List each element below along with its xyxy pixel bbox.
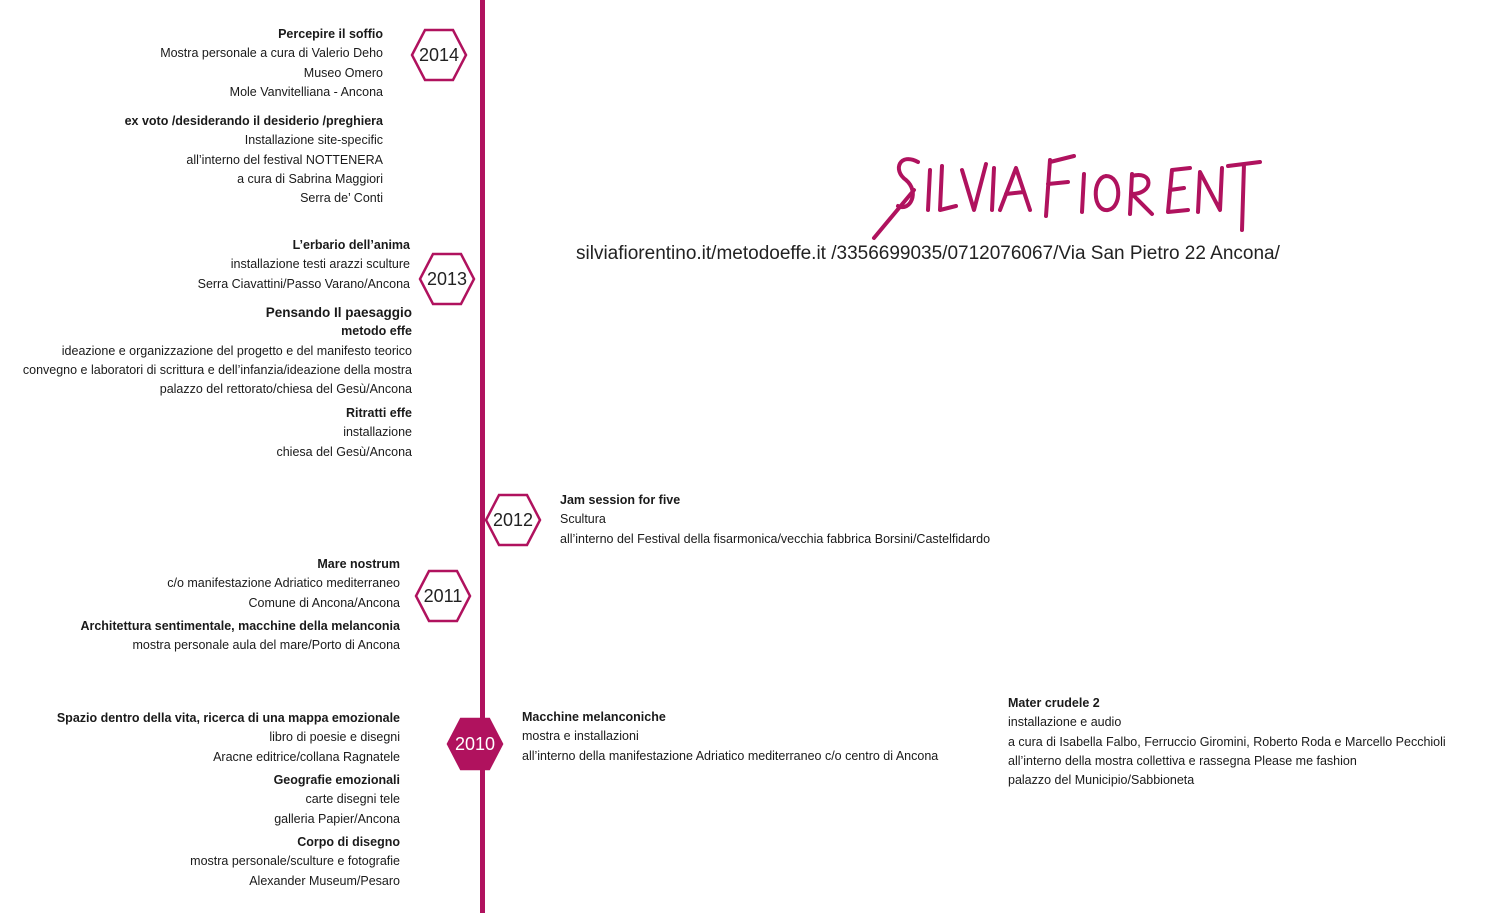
entry-line: all’interno della manifestazione Adriatico mediterraneo c/o centro di Ancona	[522, 748, 939, 763]
entry-line: a cura di Sabrina Maggiori	[237, 171, 383, 186]
entry-line: all’interno del Festival della fisarmonica/vecchia fabbrica Borsini/Castelfidardo	[560, 531, 991, 546]
entry-mare-nostrum	[167, 555, 400, 613]
entry-line: mostra personale aula del mare/Porto di Ancona	[132, 638, 400, 653]
entry-title: Mare nostrum	[317, 557, 400, 571]
entry-line: Alexander Museum/Pesaro	[249, 873, 400, 888]
entry-architettura-sentimentale	[80, 617, 400, 656]
entry-line: metodo effe	[341, 324, 412, 339]
year-badge-2014	[410, 28, 468, 82]
entry-mater-crudele-2	[1008, 694, 1446, 790]
entry-line: Mole Vanvitelliana - Ancona	[229, 84, 383, 99]
entry-percepire-il-soffio	[160, 25, 383, 102]
entry-line: chiesa del Gesù/Ancona	[276, 444, 412, 459]
entry-title: L’erbario dell’anima	[292, 238, 410, 252]
year-badge-2012	[484, 493, 542, 547]
entry-macchine-melanconiche	[522, 708, 938, 766]
entry-line: mostra personale/sculture e fotografie	[190, 854, 400, 869]
entry-line: all’interno del festival NOTTENERA	[186, 152, 383, 167]
entry-title: ex voto /desiderando il desiderio /preghiera	[124, 114, 383, 128]
entry-title: Ritratti effe	[346, 406, 412, 420]
entry-line: palazzo del rettorato/chiesa del Gesù/Ancona	[159, 382, 412, 397]
entry-title: Jam session for five	[560, 493, 681, 507]
year-badge-2013	[418, 252, 476, 306]
entry-title: Macchine melanconiche	[522, 710, 666, 724]
signature-logo	[870, 140, 1270, 250]
year-badge-2011	[414, 569, 472, 623]
entry-line: galleria Papier/Ancona	[274, 811, 400, 826]
year-label: 2010	[454, 733, 496, 754]
entry-line: Museo Omero	[303, 65, 383, 80]
entry-line: all’interno della mostra collettiva e rassegna Please me fashion	[1008, 753, 1357, 768]
entry-title: Spazio dentro della vita, ricerca di una mappa emozionale	[56, 711, 400, 725]
entry-title: Percepire il soffio	[278, 27, 383, 41]
entry-line: ideazione e organizzazione del progetto e del manifesto teorico	[61, 343, 412, 358]
entry-ritratti-effe	[276, 404, 412, 462]
entry-line: palazzo del Municipio/Sabbioneta	[1008, 773, 1195, 788]
entry-line: convegno e laboratori di scrittura e dell’infanzia/ideazione della mostra	[22, 362, 412, 377]
entry-line: libro di poesie e disegni	[269, 730, 400, 745]
entry-spazio-dentro-della-vita	[57, 709, 400, 767]
entry-line: Scultura	[560, 512, 606, 527]
entry-corpo-di-disegno	[190, 833, 400, 891]
entry-line: Serra Ciavattini/Passo Varano/Ancona	[197, 276, 410, 291]
year-label: 2011	[423, 585, 463, 606]
year-label: 2013	[426, 268, 468, 289]
entry-line: installazione	[343, 425, 412, 440]
entry-title: Pensando Il paesaggio	[265, 305, 412, 320]
entry-line: Installazione site-specific	[244, 133, 383, 148]
year-badge-2010	[446, 717, 504, 771]
entry-jam-session	[560, 491, 990, 549]
entry-erbario-dell-anima	[198, 236, 410, 294]
entry-line: carte disegni tele	[305, 792, 400, 807]
entry-pensando-il-paesaggio	[23, 303, 412, 399]
entry-line: mostra e installazioni	[522, 729, 639, 744]
entry-line: Mostra personale a cura di Valerio Deho	[160, 46, 383, 61]
year-label: 2014	[418, 44, 460, 65]
entry-title: Mater crudele 2	[1008, 696, 1100, 710]
entry-title: Corpo di disegno	[297, 835, 400, 849]
contact-info: silviafiorentino.it/metodoeffe.it /3356699035/0712076067/Via San Pietro 22 Ancona/	[576, 243, 1280, 264]
entry-geografie-emozionali	[274, 771, 400, 829]
entry-line: installazione testi arazzi sculture	[230, 257, 410, 272]
entry-title: Geografie emozionali	[273, 773, 400, 787]
entry-line: c/o manifestazione Adriatico mediterraneo	[167, 576, 400, 591]
year-label: 2012	[492, 509, 534, 530]
entry-line: a cura di Isabella Falbo, Ferruccio Giromini, Roberto Roda e Marcello Pecchioli	[1008, 734, 1446, 749]
entry-ex-voto	[125, 112, 383, 208]
entry-line: Serra de’ Conti	[300, 191, 383, 206]
timeline-line	[480, 0, 485, 913]
entry-line: installazione e audio	[1008, 715, 1122, 730]
entry-line: Comune di Ancona/Ancona	[248, 595, 400, 610]
entry-title: Architettura sentimentale, macchine della melanconia	[80, 619, 400, 633]
entry-line: Aracne editrice/collana Ragnatele	[213, 749, 400, 764]
